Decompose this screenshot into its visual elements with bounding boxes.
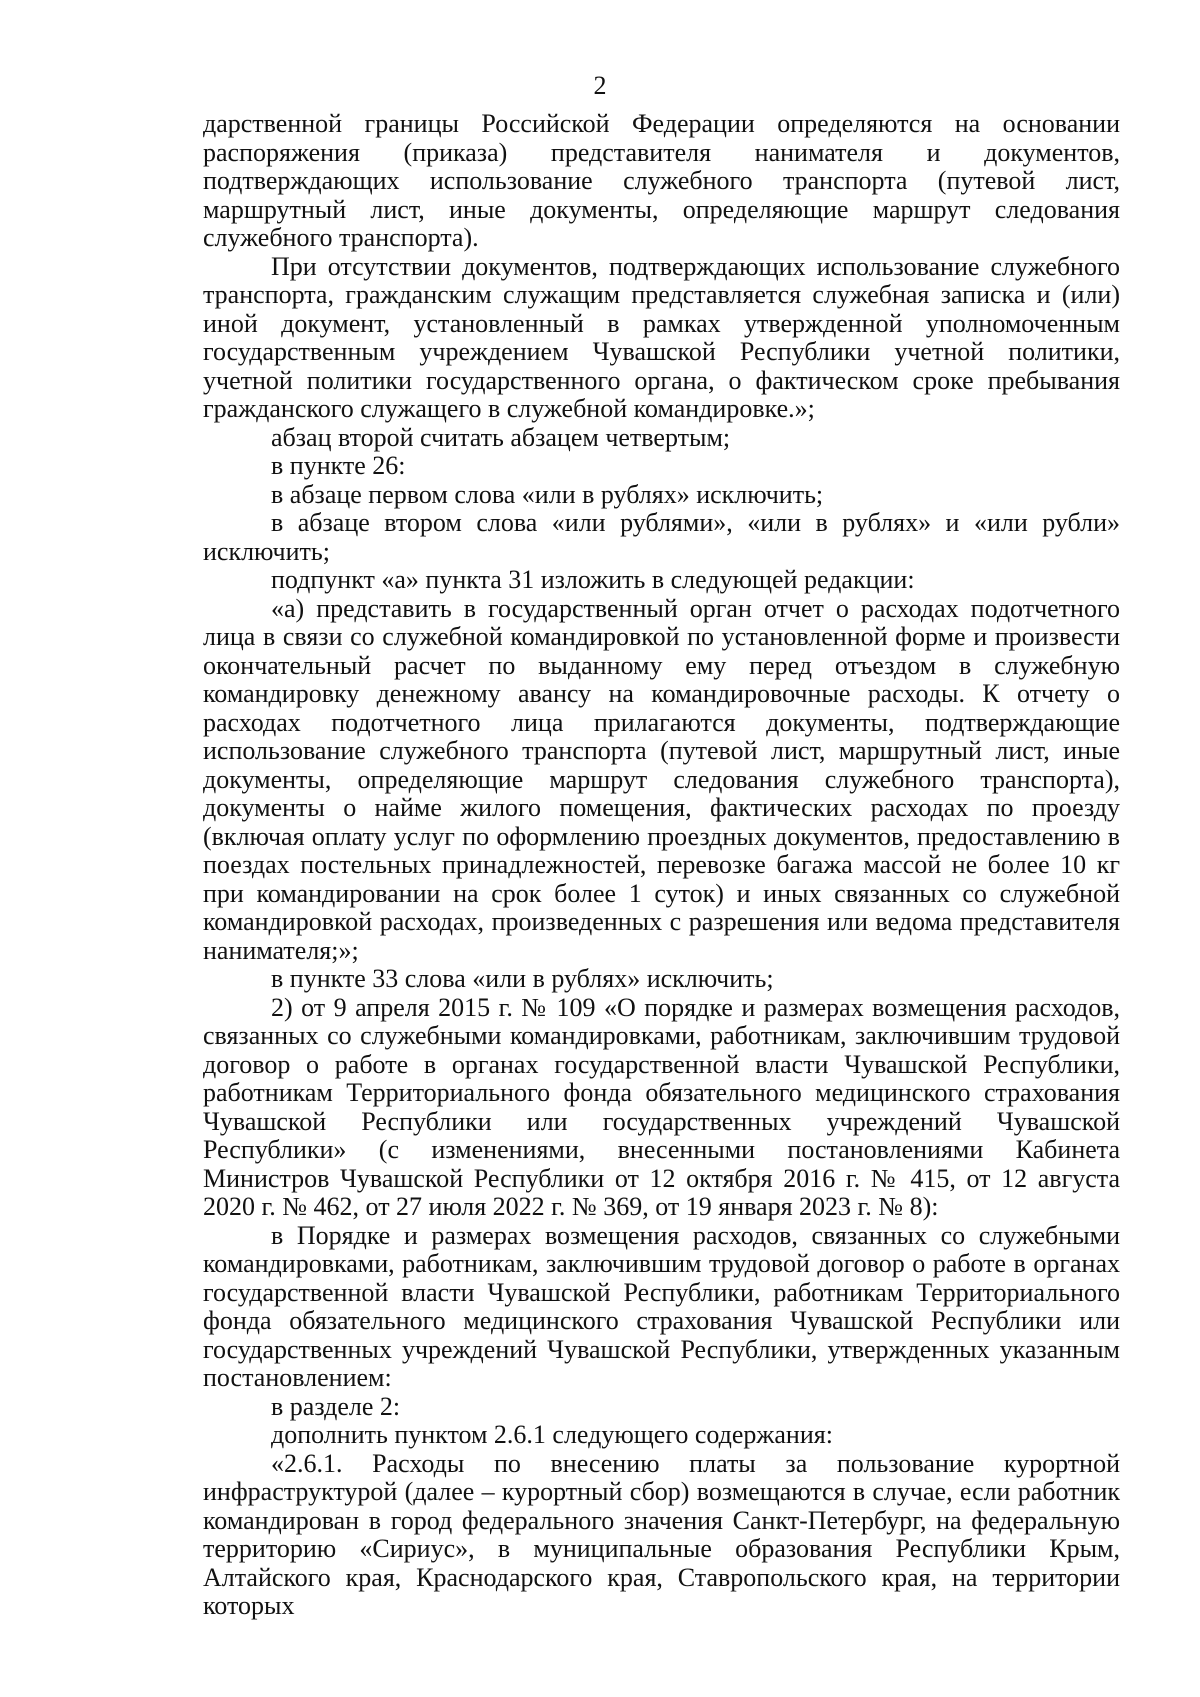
paragraph-9: в пункте 33 слова «или в рублях» исключить; xyxy=(271,964,774,993)
paragraph-3: абзац второй считать абзацем четвертым; xyxy=(271,422,731,452)
paragraph-8: «а) представить в государственный орган отчет о расходах подотчетного лица в связи со служебной командировкой по установленной форме и произвести окончательный расчет по выданному ему перед отъездом в служебную командировку денежному авансу на командировочные расходы. К отчету о расходах подотчетного лица прилагаются документы, подтверждающие использование служебного транспорта (путевой лист, маршрутный лист, иные документы, определяющие маршрут следования служебного транспорта), документы о найме жилого помещения, фактических расходах по проезду (включая оплату услуг по оформлению проездных документов, предоставлению в поездах постельных принадлежностей, перевозке багажа массой не более 10 кг при командировании на срок более 1 суток) и иных связанных со служебной командировкой расходах, произведенных с разрешения или ведома представителя нанимателя;»; xyxy=(203,593,1120,965)
paragraph-2: При отсутствии документов, подтверждающих использование служебного транспорта, гражданским служащим представляется служебная записка и (или) иной документ, установленный в рамках утвержденной уполномоченным государственным учреждением Чувашской Республики учетной политики, учетной политики государственного органа, о фактическом сроке пребывания гражданского служащего в служебной командировке.»; xyxy=(203,251,1120,423)
paragraph-6: в абзаце втором слова «или рублями», «или в рублях» и «или рубли» исключить; xyxy=(203,508,1120,566)
paragraph-14: «2.6.1. Расходы по внесению платы за пользование курортной инфраструктурой (далее – курортный сбор) возмещаются в случае, если работник командирован в город федерального значения Санкт-Петербург, на федеральную территорию «Сириус», в муниципальные образования Республики Крым, Алтайского края, Краснодарского края, Ставропольского края, на территории которых xyxy=(203,1448,1120,1620)
page-number: 2 xyxy=(593,71,607,100)
paragraph-5: в абзаце первом слова «или в рублях» исключить; xyxy=(271,479,824,509)
paragraph-1: дарственной границы Российской Федерации определяются на основании распоряжения (приказа) представителя нанимателя и документов, подтверждающих использование служебного транспорта (путевой лист, маршрутный лист, иные документы, определяющие маршрут следования служебного транспорта). xyxy=(203,109,1120,252)
paragraph-4: в пункте 26: xyxy=(271,451,406,480)
document-body xyxy=(203,110,1120,1621)
paragraph-10: 2) от 9 апреля 2015 г. № 109 «О порядке и размерах возмещения расходов, связанных со служебными командировками, работникам, заключившим трудовой договор о работе в органах государственной власти Чувашской Республики, работникам Территориального фонда обязательного медицинского страхования Чувашской Республики или государственных учреждений Чувашской Республики» (с изменениями, внесенными постановлениями Кабинета Министров Чувашской Республики от 12 октября 2016 г. № 415, от 12 августа 2020 г. № 462, от 27 июля 2022 г. № 369, от 19 января 2023 г. № 8): xyxy=(203,992,1120,1221)
paragraph-13: дополнить пунктом 2.6.1 следующего содержания: xyxy=(271,1420,833,1449)
paragraph-7: подпункт «а» пункта 31 изложить в следующей редакции: xyxy=(271,565,915,594)
paragraph-12: в разделе 2: xyxy=(271,1391,401,1421)
paragraph-11: в Порядке и размерах возмещения расходов, связанных со служебными командировками, работникам, заключившим трудовой договор о работе в органах государственной власти Чувашской Республики, работникам Территориального фонда обязательного медицинского страхования Чувашской Республики или государственных учреждений Чувашской Республики, утвержденных указанным постановлением: xyxy=(203,1220,1120,1392)
